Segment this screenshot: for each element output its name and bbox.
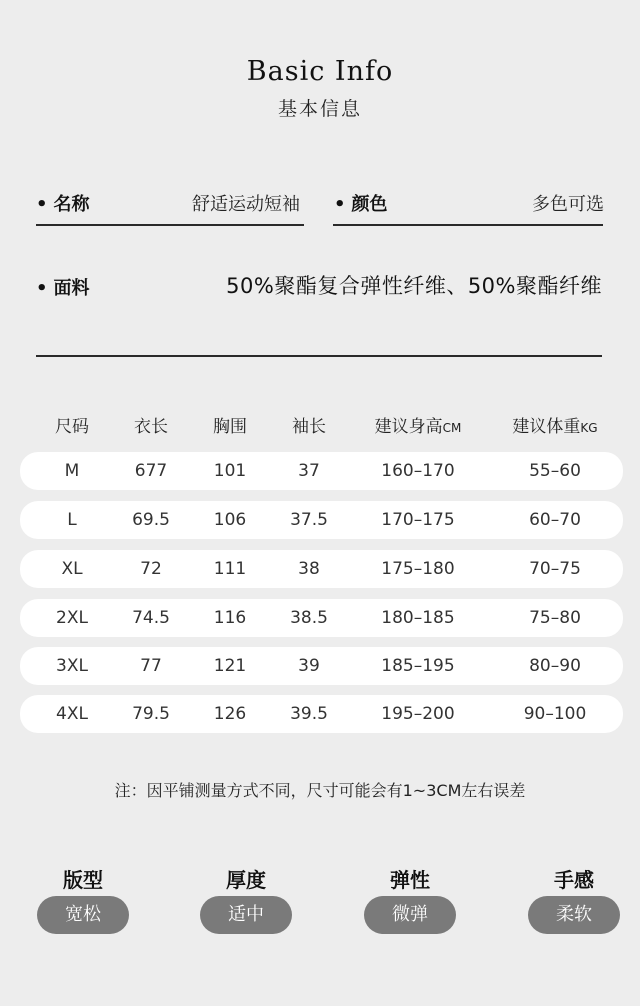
cell-chest: 126 [213,704,247,724]
header-sleeve: 袖长 [292,417,326,437]
cell-size: 3XL [56,656,88,676]
name-divider [36,224,304,226]
cell-weight: 55–60 [529,461,581,481]
table-row [20,550,623,588]
cell-height: 185–195 [381,656,455,676]
header-size: 尺码 [55,417,89,437]
cell-weight: 80–90 [529,656,581,676]
cell-height: 160–170 [381,461,455,481]
cell-size: L [67,510,77,530]
cell-height: 170–175 [381,510,455,530]
cell-length: 72 [140,559,162,579]
cell-weight: 90–100 [523,704,587,724]
feature-label-feel: 手感 [554,868,594,892]
cell-weight: 60–70 [529,510,581,530]
measurement-note: 注：因平铺测量方式不同，尺寸可能会有1~3CM左右误差 [114,781,526,800]
table-row [20,452,623,490]
cell-height: 195–200 [381,704,455,724]
cell-size: XL [61,559,83,579]
name-label: 名称 [53,194,90,215]
feature-label-fit: 版型 [63,868,103,892]
cell-length: 677 [134,461,168,481]
feature-badge-fit: 宽松 [37,896,129,934]
cell-size: 4XL [56,704,88,724]
bullet-icon: • [36,194,48,215]
color-value: 多色可选 [532,194,604,215]
feature-badge-elasticity: 微弹 [364,896,456,934]
header-weight-label: 建议体重 [512,417,581,437]
feature-label-elasticity: 弹性 [390,868,430,892]
cell-weight: 75–80 [529,608,581,628]
page-title: Basic Info [246,56,394,87]
header-weight-unit: KG [580,421,598,435]
cell-chest: 101 [213,461,247,481]
name-value: 舒适运动短袖 [192,194,300,215]
feature-badge-feel: 柔软 [528,896,620,934]
cell-sleeve: 37.5 [290,510,328,530]
header-height [375,412,462,437]
feature-label-thickness: 厚度 [226,868,266,892]
color-field [334,190,388,216]
cell-weight: 70–75 [529,559,581,579]
cell-chest: 111 [213,559,247,579]
fabric-field [36,274,90,300]
cell-length: 77 [140,656,162,676]
header-chest: 胸围 [213,417,247,437]
header-height-label: 建议身高 [374,417,443,437]
cell-sleeve: 38 [298,559,320,579]
page-subtitle: 基本信息 [277,98,362,120]
cell-length: 74.5 [132,608,170,628]
cell-length: 79.5 [132,704,170,724]
table-row [20,599,623,637]
cell-sleeve: 37 [298,461,320,481]
fabric-label: 面料 [53,278,90,299]
bullet-icon: • [334,194,346,215]
cell-height: 175–180 [381,559,455,579]
cell-length: 69.5 [132,510,170,530]
table-row [20,695,623,733]
cell-sleeve: 39.5 [290,704,328,724]
fabric-value: 50%聚酯复合弹性纤维、50%聚酯纤维 [226,274,602,298]
table-row [20,647,623,685]
header-weight [512,412,597,437]
name-field [36,190,90,216]
header-height-unit: CM [442,421,462,435]
cell-chest: 121 [213,656,247,676]
cell-sleeve: 38.5 [290,608,328,628]
cell-chest: 106 [213,510,247,530]
bullet-icon: • [36,278,48,299]
cell-height: 180–185 [381,608,455,628]
cell-size: M [64,461,80,481]
table-row [20,501,623,539]
cell-chest: 116 [213,608,247,628]
header-length: 衣长 [134,417,168,437]
color-label: 颜色 [351,194,388,215]
fabric-divider [36,355,602,357]
color-divider [333,224,603,226]
feature-badge-thickness: 适中 [200,896,292,934]
cell-sleeve: 39 [298,656,320,676]
cell-size: 2XL [56,608,88,628]
